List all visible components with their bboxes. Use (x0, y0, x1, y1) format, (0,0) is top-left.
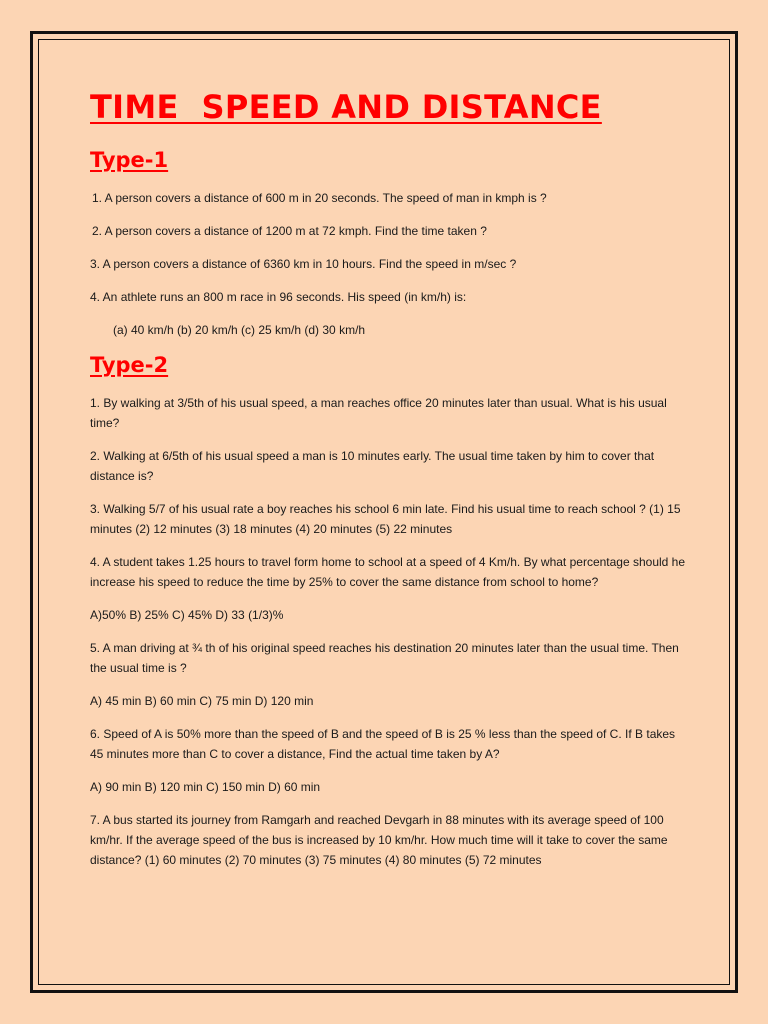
section-heading-type-1: Type-1 (90, 148, 169, 172)
type2-question-6: 6. Speed of A is 50% more than the speed of B and the speed of B is 25 % less than the speed of C. If B takes 45 minutes more than C to cover a distance, Find the actual time taken by A? (90, 727, 676, 761)
type2-question-7: 7. A bus started its journey from Ramgarh and reached Devgarh in 88 minutes with its average speed of 100 km/hr. If the average speed of the bus is increased by 10 km/hr. How much time will it take to cover the same distance? (1) 60 minutes (2) 70 minutes (3) 75 minutes (4) 80 minutes (5) 72 minutes (90, 813, 668, 867)
type2-question-2: 2. Walking at 6/5th of his usual speed a man is 10 minutes early. The usual time taken by him to cover that distance is? (90, 449, 655, 483)
type2-question-4-options: A)50% B) 25% C) 45% D) 33 (1/3)% (90, 608, 284, 622)
section-heading-type-2: Type-2 (90, 353, 169, 377)
type2-question-4: 4. A student takes 1.25 hours to travel form home to school at a speed of 4 Km/h. By what percentage should he increase his speed to reduce the time by 25% to cover the same distance from school to home? (90, 555, 686, 589)
type1-question-1: 1. A person covers a distance of 600 m in 20 seconds. The speed of man in kmph is ? (92, 191, 547, 205)
type1-question-4-options: (a) 40 km/h (b) 20 km/h (c) 25 km/h (d) 30 km/h (113, 323, 366, 337)
document-title: TIME SPEED AND DISTANCE (90, 88, 602, 126)
type1-question-2: 2. A person covers a distance of 1200 m at 72 kmph. Find the time taken ? (92, 224, 487, 238)
document-content (90, 88, 690, 883)
type2-question-5-options: A) 45 min B) 60 min C) 75 min D) 120 min (90, 694, 314, 708)
type2-question-3: 3. Walking 5/7 of his usual rate a boy reaches his school 6 min late. Find his usual time to reach school ? (1) 15 minutes (2) 12 minutes (3) 18 minutes (4) 20 minutes (5) 22 minutes (90, 502, 681, 536)
type1-question-3: 3. A person covers a distance of 6360 km in 10 hours. Find the speed in m/sec ? (90, 257, 517, 271)
type2-question-6-options: A) 90 min B) 120 min C) 150 min D) 60 min (90, 780, 321, 794)
type2-question-5: 5. A man driving at ¾ th of his original speed reaches his destination 20 minutes later than the usual time. Then the usual time is ? (90, 641, 679, 675)
type2-question-1: 1. By walking at 3/5th of his usual speed, a man reaches office 20 minutes later than usual. What is his usual time? (90, 396, 667, 430)
type1-question-4: 4. An athlete runs an 800 m race in 96 seconds. His speed (in km/h) is: (90, 290, 467, 304)
